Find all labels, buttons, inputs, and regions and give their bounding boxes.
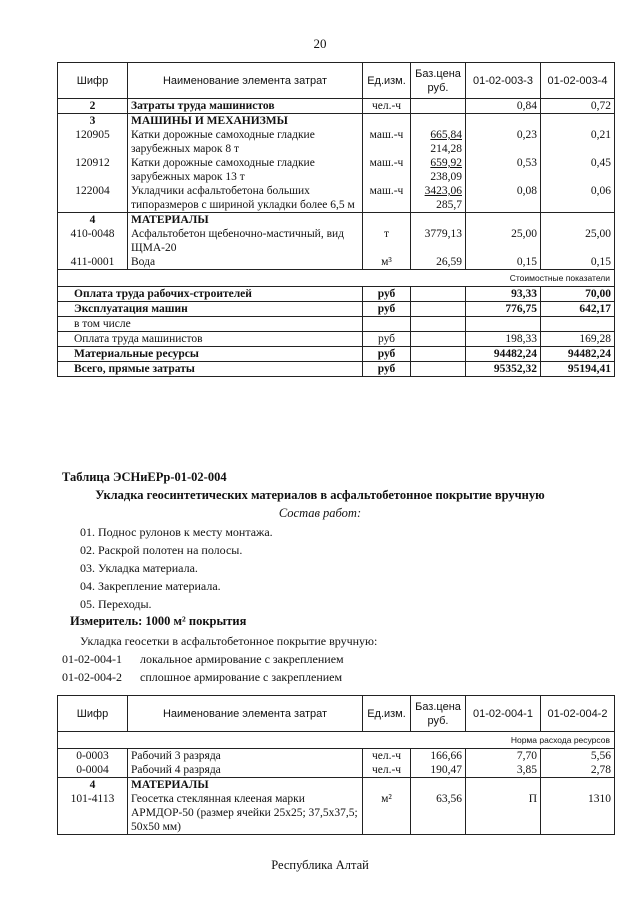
cell-name: Рабочий 4 разряда (128, 763, 363, 778)
work-step: 03. Укладка материала. (80, 561, 198, 575)
work-step: 02. Раскрой полотен на полосы. (80, 543, 243, 557)
summary-caption-row (58, 270, 615, 287)
cell-unit: чел.-ч (363, 763, 411, 778)
header-unit: Ед.изм. (363, 63, 411, 99)
summary-unit: руб (363, 287, 411, 302)
summary-label: Оплата труда машинистов (58, 332, 363, 347)
cell-code: 120905 (58, 128, 128, 156)
table-row (58, 792, 615, 835)
cell-name: МАТЕРИАЛЫ (128, 213, 363, 228)
cell-price: 63,56 (411, 792, 466, 835)
summary-value-1: 94482,24 (466, 347, 541, 362)
work-step: 04. Закрепление материала. (80, 579, 221, 593)
header-col2: 01-02-003-4 (541, 63, 615, 99)
cell-value-1: 0,08 (466, 184, 541, 213)
summary-unit: руб (363, 302, 411, 317)
cell-price: 190,47 (411, 763, 466, 778)
summary-unit (363, 317, 411, 332)
header-code: Шифр (58, 696, 128, 732)
cell-unit (363, 778, 411, 793)
cell-value-2: 2,78 (541, 763, 615, 778)
table-title: Укладка геосинтетических материалов в асфальтобетонное покрытие вручную (95, 488, 545, 502)
cell-value-1: 0,53 (466, 156, 541, 184)
header-price: Баз.цена руб. (411, 696, 466, 732)
cell-value-1: 25,00 (466, 227, 541, 255)
variant-item (62, 668, 344, 686)
norm-caption: Норма расхода ресурсов (58, 732, 615, 749)
cell-name: Затраты труда машинистов (128, 99, 363, 114)
variant-item (62, 650, 344, 668)
table-row (58, 156, 615, 184)
cell-value-2 (541, 778, 615, 793)
cell-value-2: 5,56 (541, 749, 615, 764)
cell-value-1: 0,84 (466, 99, 541, 114)
summary-label: Эксплуатация машин (58, 302, 363, 317)
summary-value-1: 95352,32 (466, 362, 541, 377)
meter: Измеритель: 1000 м² покрытия (70, 614, 247, 628)
variant-code: 01-02-004-1 (62, 652, 122, 666)
summary-row (58, 347, 615, 362)
variant-code: 01-02-004-2 (62, 670, 122, 684)
table-resources-004 (57, 695, 615, 835)
summary-caption: Стоимостные показатели (58, 270, 615, 287)
table-row (58, 128, 615, 156)
summary-empty (411, 332, 466, 347)
price-value: 659,92 (430, 157, 462, 169)
cell-name: Асфальтобетон щебеночно-мастичный, вид ЩМА-20 (128, 227, 363, 255)
variants-list (62, 650, 344, 686)
summary-empty (411, 287, 466, 302)
price-value: 3423,06 (424, 185, 462, 197)
cell-unit: м³ (363, 255, 411, 270)
cell-code: 4 (58, 213, 128, 228)
price-value: 3779,13 (424, 228, 462, 240)
header-price: Баз.цена руб. (411, 63, 466, 99)
cell-code: 101-4113 (58, 792, 128, 835)
summary-row (58, 332, 615, 347)
cell-value-1: 0,23 (466, 128, 541, 156)
summary-label: Оплата труда рабочих-строителей (58, 287, 363, 302)
cell-value-2: 25,00 (541, 227, 615, 255)
table-row (58, 778, 615, 793)
cell-price (411, 255, 466, 270)
cell-price (411, 156, 466, 184)
summary-value-1: 776,75 (466, 302, 541, 317)
summary-empty (411, 347, 466, 362)
summary-label: Всего, прямые затраты (58, 362, 363, 377)
cell-code: 122004 (58, 184, 128, 213)
cell-price (411, 227, 466, 255)
cell-unit (363, 114, 411, 129)
cell-code: 0-0004 (58, 763, 128, 778)
summary-row (58, 302, 615, 317)
cell-code: 411-0001 (58, 255, 128, 270)
price-value: 26,59 (436, 256, 462, 268)
cell-code: 0-0003 (58, 749, 128, 764)
cell-unit: т (363, 227, 411, 255)
header-col1: 01-02-003-3 (466, 63, 541, 99)
summary-value-2 (541, 317, 615, 332)
price-wage-value: 285,7 (436, 199, 462, 211)
cell-unit: чел.-ч (363, 749, 411, 764)
cell-value-2: 0,15 (541, 255, 615, 270)
price-value: 665,84 (430, 129, 462, 141)
cell-value-1: 0,15 (466, 255, 541, 270)
cell-value-1 (466, 114, 541, 129)
summary-unit: руб (363, 347, 411, 362)
cell-name: Рабочий 3 разряда (128, 749, 363, 764)
cell-name: Укладчики асфальтобетона больших типоразмеров с шириной укладки более 6,5 м (128, 184, 363, 213)
summary-value-1: 93,33 (466, 287, 541, 302)
table-row (58, 99, 615, 114)
summary-value-1: 198,33 (466, 332, 541, 347)
works-list (80, 523, 273, 613)
table-row (58, 749, 615, 764)
cell-code: 4 (58, 778, 128, 793)
summary-empty (411, 317, 466, 332)
header-col1: 01-02-004-1 (466, 696, 541, 732)
cell-value-2: 0,06 (541, 184, 615, 213)
variant-text: локальное армирование с закреплением (140, 652, 344, 666)
table-row (58, 227, 615, 255)
summary-unit: руб (363, 332, 411, 347)
cell-value-2: 0,21 (541, 128, 615, 156)
cell-unit: маш.-ч (363, 128, 411, 156)
price-wage-value: 238,09 (430, 171, 462, 183)
work-step: 01. Поднос рулонов к месту монтажа. (80, 525, 273, 539)
summary-value-2: 95194,41 (541, 362, 615, 377)
cell-unit: маш.-ч (363, 156, 411, 184)
summary-label: в том числе (58, 317, 363, 332)
summary-value-2: 94482,24 (541, 347, 615, 362)
table-row (58, 114, 615, 129)
variant-text: сплошное армирование с закреплением (140, 670, 343, 684)
cell-value-2: 0,72 (541, 99, 615, 114)
cell-unit: маш.-ч (363, 184, 411, 213)
cell-value-2: 0,45 (541, 156, 615, 184)
intro: Укладка геосетки в асфальтобетонное покрытие вручную: (80, 634, 378, 648)
summary-empty (411, 362, 466, 377)
summary-row (58, 317, 615, 332)
cell-name: МАШИНЫ И МЕХАНИЗМЫ (128, 114, 363, 129)
table-row (58, 255, 615, 270)
header-name: Наименование элемента затрат (128, 696, 363, 732)
summary-row (58, 362, 615, 377)
page-number: 20 (313, 36, 327, 51)
cell-price (411, 778, 466, 793)
table-resources-003 (57, 62, 615, 377)
cell-name: Катки дорожные самоходные гладкие зарубежных марок 13 т (128, 156, 363, 184)
cell-value-1 (466, 778, 541, 793)
table-label: Таблица ЭСНиЕРр-01-02-004 (62, 470, 227, 484)
cell-unit (363, 213, 411, 228)
cell-value-2 (541, 213, 615, 228)
summary-value-2: 70,00 (541, 287, 615, 302)
cell-name: Катки дорожные самоходные гладкие зарубежных марок 8 т (128, 128, 363, 156)
price-wage-value: 214,28 (430, 143, 462, 155)
cell-price (411, 184, 466, 213)
header-name: Наименование элемента затрат (128, 63, 363, 99)
cell-code: 2 (58, 99, 128, 114)
header-code: Шифр (58, 63, 128, 99)
table-row (58, 184, 615, 213)
norm-caption-row (58, 732, 615, 749)
summary-row (58, 287, 615, 302)
table-row (58, 213, 615, 228)
work-step: 05. Переходы. (80, 597, 152, 611)
cell-price (411, 99, 466, 114)
cell-name: Вода (128, 255, 363, 270)
summary-value-1 (466, 317, 541, 332)
cell-price (411, 213, 466, 228)
summary-empty (411, 302, 466, 317)
cell-value-1: П (466, 792, 541, 835)
cell-price (411, 114, 466, 129)
cell-code: 120912 (58, 156, 128, 184)
summary-value-2: 169,28 (541, 332, 615, 347)
cell-price (411, 128, 466, 156)
footer: Республика Алтай (271, 858, 369, 872)
header-unit: Ед.изм. (363, 696, 411, 732)
cell-unit: м² (363, 792, 411, 835)
cell-code: 3 (58, 114, 128, 129)
cell-name: МАТЕРИАЛЫ (128, 778, 363, 793)
works-title: Состав работ: (278, 506, 362, 520)
cell-value-1: 3,85 (466, 763, 541, 778)
cell-value-1 (466, 213, 541, 228)
summary-value-2: 642,17 (541, 302, 615, 317)
cell-value-2: 1310 (541, 792, 615, 835)
cell-code: 410-0048 (58, 227, 128, 255)
table-row (58, 763, 615, 778)
cell-value-1: 7,70 (466, 749, 541, 764)
summary-label: Материальные ресурсы (58, 347, 363, 362)
cell-price: 166,66 (411, 749, 466, 764)
cell-value-2 (541, 114, 615, 129)
summary-unit: руб (363, 362, 411, 377)
header-col2: 01-02-004-2 (541, 696, 615, 732)
cell-unit: чел.-ч (363, 99, 411, 114)
cell-name: Геосетка стеклянная клееная марки АРМДОР-50 (размер ячейки 25х25; 37,5х37,5; 50х50 мм) (128, 792, 363, 835)
